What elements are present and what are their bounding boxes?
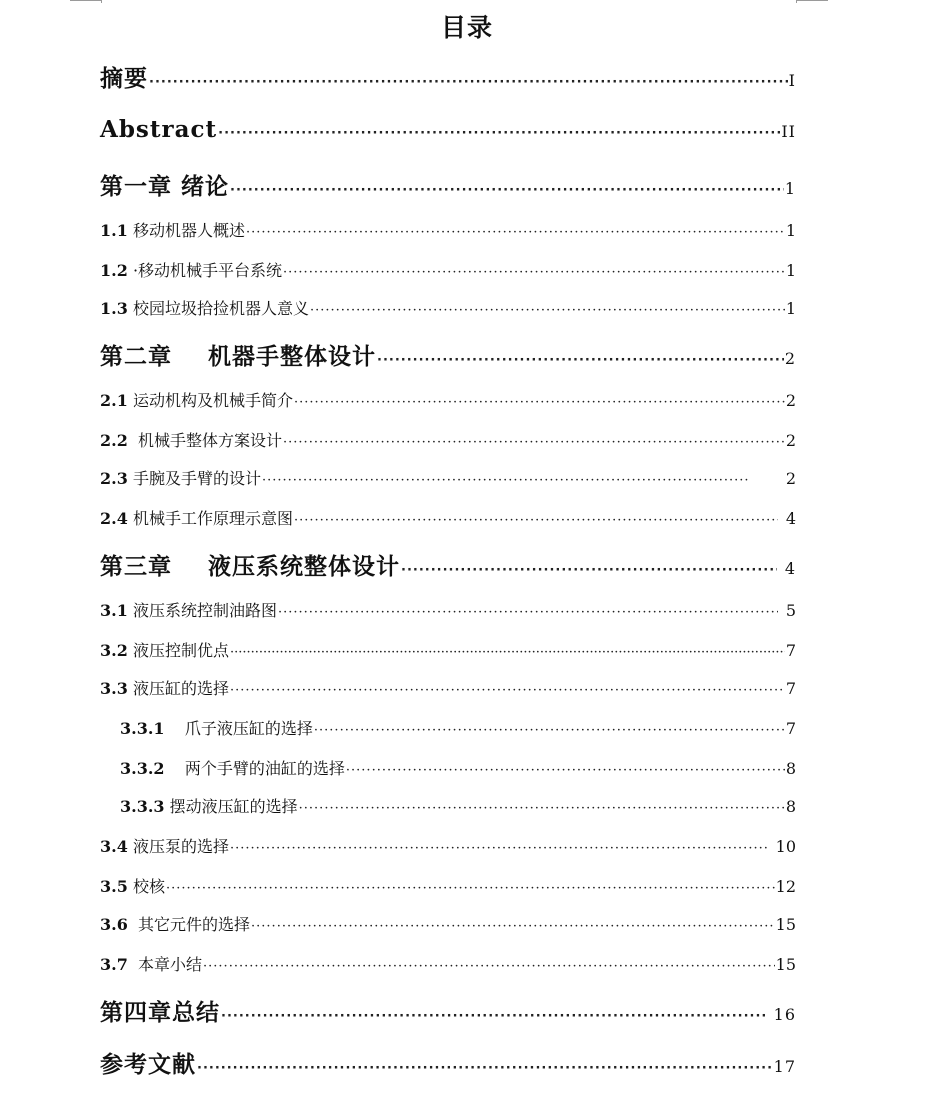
toc-entry-text: 第四章总结: [100, 1000, 220, 1026]
dot-leader: [294, 513, 778, 528]
toc-title: 目录: [440, 13, 493, 42]
dot-leader: [246, 225, 785, 240]
toc-section-number: 2.1: [100, 391, 128, 410]
toc-page-number: 10: [775, 837, 796, 856]
toc-page-number: 1: [785, 261, 796, 280]
toc-entry-chapter-2[interactable]: [100, 338, 796, 371]
toc-section-number: 1.2: [100, 261, 128, 280]
toc-entry-2-4[interactable]: [100, 506, 796, 529]
toc-entry-abstract-en[interactable]: [100, 116, 796, 143]
toc-entry-text: 参考文献: [100, 1052, 196, 1078]
toc-entry-chapter-4[interactable]: [100, 994, 796, 1027]
toc-page-number: 8: [785, 759, 796, 778]
dot-leader: [346, 763, 785, 778]
toc-entry-text: 机械手整体方案设计: [138, 431, 283, 450]
dot-leader: [251, 919, 775, 934]
toc-section-number: 3.3.3: [120, 797, 165, 816]
dot-leader: [197, 1061, 773, 1076]
toc-page-number: 7: [785, 719, 796, 738]
toc-section-number: 3.6: [100, 915, 128, 934]
dot-leader: [314, 723, 785, 738]
toc-entry-text: 机械手工作原理示意图: [132, 509, 293, 528]
dot-leader: [310, 303, 785, 318]
toc-entry-text: 第三章 液压系统整体设计: [100, 554, 401, 580]
toc-page-number: 2: [785, 469, 796, 488]
toc-entry-text: 运动机构及机械手简介: [132, 391, 293, 410]
toc-section-number: 3.2: [100, 641, 128, 660]
toc-entry-text: 第一章 绪论: [100, 174, 230, 200]
toc-page-number: 2: [785, 391, 796, 410]
toc-entry-3-3-1[interactable]: [120, 716, 796, 739]
dot-leader: [278, 605, 778, 620]
toc-page-number: 1: [785, 299, 796, 318]
toc-page-number: 7: [785, 641, 796, 660]
toc-page-number: 17: [773, 1057, 796, 1076]
dot-leader: [262, 473, 750, 488]
toc-page-number: II: [781, 122, 796, 141]
toc-page-number: 1: [784, 179, 796, 198]
toc-entry-text: 液压缸的选择: [132, 679, 229, 698]
toc-entry-3-3[interactable]: [100, 676, 796, 699]
toc-section-number: 3.3.1: [120, 719, 165, 738]
toc-entry-2-1[interactable]: [100, 388, 796, 411]
toc-entry-text: ·移动机械手平台系统: [132, 261, 283, 280]
toc-page-number: 12: [775, 877, 796, 896]
toc-page-number: 4: [785, 509, 796, 528]
dot-leader: [203, 959, 775, 974]
toc-entry-1-2[interactable]: [100, 258, 796, 281]
toc-section-number: 1.3: [100, 299, 128, 318]
toc-entry-text: Abstract: [100, 116, 218, 143]
toc-entry-2-2[interactable]: [100, 428, 796, 451]
dot-leader: [230, 841, 768, 856]
toc-page-number: 5: [785, 601, 796, 620]
toc-page-number: 15: [775, 915, 796, 934]
toc-entry-3-6[interactable]: [100, 912, 796, 935]
toc-entry-text: 爪子液压缸的选择: [184, 719, 313, 738]
dot-leader: [230, 683, 785, 698]
toc-entry-text: 两个手臂的油缸的选择: [184, 759, 345, 778]
toc-page-number: 2: [784, 349, 796, 368]
toc-entry-3-2[interactable]: [100, 638, 796, 661]
toc-entry-3-3-3[interactable]: [120, 794, 796, 817]
page-corner-mark-left: [70, 0, 102, 1]
dot-leader: [149, 75, 788, 90]
toc-section-number: 3.3.2: [120, 759, 165, 778]
toc-entry-3-7[interactable]: [100, 952, 796, 975]
dot-leader: [283, 265, 785, 280]
toc-entry-references[interactable]: [100, 1046, 796, 1079]
dot-leader: [283, 435, 785, 450]
toc-entry-text: 其它元件的选择: [138, 915, 251, 934]
toc-entry-text: 校园垃圾拾捡机器人意义: [132, 299, 309, 318]
toc-section-number: 2.3: [100, 469, 128, 488]
toc-entry-text: 液压控制优点: [132, 641, 229, 660]
toc-section-number: 3.3: [100, 679, 128, 698]
toc-entry-text: 摆动液压缸的选择: [169, 797, 298, 816]
dot-leader: [230, 183, 784, 198]
toc-section-number: 3.7: [100, 955, 128, 974]
toc-section-number: 3.5: [100, 877, 128, 896]
toc-entry-3-1[interactable]: [100, 598, 796, 621]
dot-leader: [166, 881, 775, 896]
toc-section-number: 2.2: [100, 431, 128, 450]
dot-leader: [377, 353, 784, 368]
toc-entry-1-3[interactable]: [100, 296, 796, 319]
toc-entry-1-1[interactable]: [100, 218, 796, 241]
toc-page-number: 15: [775, 955, 796, 974]
toc-section-number: 3.1: [100, 601, 128, 620]
toc-page-number: I: [788, 71, 796, 90]
toc-entry-2-3[interactable]: [100, 466, 796, 489]
toc-section-number: 1.1: [100, 221, 128, 240]
toc-entry-chapter-3[interactable]: [100, 548, 796, 581]
toc-entry-abstract-cn[interactable]: [100, 60, 796, 93]
toc-entry-3-4[interactable]: [100, 834, 796, 857]
toc-page-number: 8: [785, 797, 796, 816]
toc-page-number: 2: [785, 431, 796, 450]
page-corner-mark-right: [796, 0, 828, 1]
toc-entry-text: 移动机器人概述: [132, 221, 245, 240]
toc-entry-text: 液压系统控制油路图: [132, 601, 277, 620]
toc-page-number: 1: [785, 221, 796, 240]
dot-leader: [218, 126, 780, 141]
toc-entry-text: 本章小结: [138, 955, 203, 974]
toc-page-number: 16: [773, 1005, 796, 1024]
toc-entry-3-3-2[interactable]: [120, 756, 796, 779]
toc-page-number: 4: [784, 559, 796, 578]
toc-entry-text: 校核: [132, 877, 165, 896]
toc-page-number: 7: [785, 679, 796, 698]
toc-entry-text: 摘要: [100, 66, 148, 92]
toc-entry-text: 手腕及手臂的设计: [132, 469, 261, 488]
toc-entry-chapter-1[interactable]: [100, 168, 796, 201]
toc-section-number: 3.4: [100, 837, 128, 856]
dot-leader: [230, 645, 785, 660]
toc-entry-text: 第二章 机器手整体设计: [100, 344, 377, 370]
toc-entry-text: 液压泵的选择: [132, 837, 229, 856]
dot-leader: [401, 563, 777, 578]
dot-leader: [294, 395, 785, 410]
toc-entry-3-5[interactable]: [100, 874, 796, 897]
toc-section-number: 2.4: [100, 509, 128, 528]
dot-leader: [299, 801, 785, 816]
dot-leader: [221, 1009, 766, 1024]
